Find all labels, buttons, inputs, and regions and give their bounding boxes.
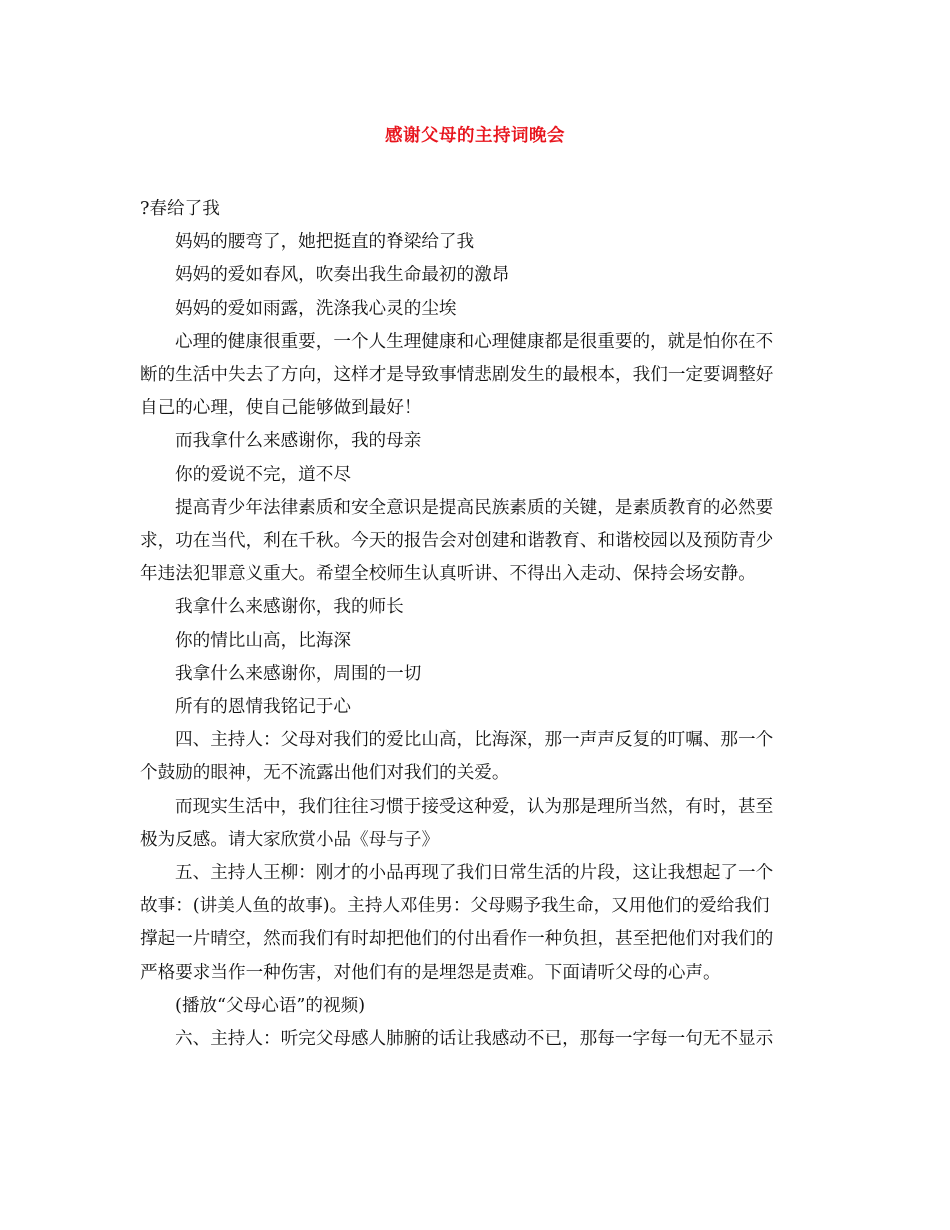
body-line: (播放“父母心语”的视频) xyxy=(175,995,366,1016)
body-line: 四、主持人：父母对我们的爱比山高，比海深，那一声声反复的叮嘱、那一个 xyxy=(175,730,774,751)
body-line: 年违法犯罪意义重大。希望全校师生认真听讲、不得出入走动、保持会场安静。 xyxy=(140,564,756,585)
body-line: 所有的恩情我铭记于心 xyxy=(175,697,351,718)
body-line: 极为反感。请大家欣赏小品《母与子》 xyxy=(140,829,440,850)
body-line: 妈妈的爱如雨露，洗涤我心灵的尘埃 xyxy=(175,298,457,319)
document-title: 感谢父母的主持词晚会 xyxy=(385,126,565,146)
body-line: 个鼓励的眼神，无不流露出他们对我们的关爱。 xyxy=(140,763,510,784)
body-line: 撑起一片晴空，然而我们有时却把他们的付出看作一种负担，甚至把他们对我们的 xyxy=(140,929,774,950)
body-line: 自己的心理，使自己能够做到最好！ xyxy=(140,398,422,419)
body-line: 你的情比山高，比海深 xyxy=(175,630,351,651)
body-line: 求，功在当代，利在千秋。今天的报告会对创建和谐教育、和谐校园以及预防青少 xyxy=(140,531,774,552)
body-line: ?春给了我 xyxy=(140,199,220,219)
body-line: 你的爱说不完，道不尽 xyxy=(175,464,351,485)
body-line: 心理的健康很重要，一个人生理健康和心理健康都是很重要的，就是怕你在不 xyxy=(175,331,774,352)
document-body xyxy=(140,193,816,1056)
body-line: 严格要求当作一种伤害，对他们有的是埋怨是责难。下面请听父母的心声。 xyxy=(140,962,721,983)
body-line: 而我拿什么来感谢你，我的母亲 xyxy=(175,431,422,452)
body-line: 我拿什么来感谢你，周围的一切 xyxy=(175,663,422,684)
body-line: 而现实生活中，我们往往习惯于接受这种爱，认为那是理所当然，有时，甚至 xyxy=(175,796,774,817)
body-line: 妈妈的腰弯了，她把挺直的脊梁给了我 xyxy=(175,232,475,253)
body-line: 妈妈的爱如春风，吹奏出我生命最初的激昂 xyxy=(175,265,510,286)
body-line: 我拿什么来感谢你，我的师长 xyxy=(175,597,404,618)
body-line: 提高青少年法律素质和安全意识是提高民族素质的关键，是素质教育的必然要 xyxy=(175,497,774,518)
body-line: 断的生活中失去了方向，这样才是导致事情悲剧发生的最根本，我们一定要调整好 xyxy=(140,365,774,386)
body-line: 六、主持人：听完父母感人肺腑的话让我感动不已，那每一字每一句无不显示 xyxy=(175,1029,774,1050)
body-line: 五、主持人王柳：刚才的小品再现了我们日常生活的片段，这让我想起了一个 xyxy=(175,863,774,884)
body-line: 故事：(讲美人鱼的故事)。主持人邓佳男：父母赐予我生命，又用他们的爱给我们 xyxy=(140,896,770,917)
